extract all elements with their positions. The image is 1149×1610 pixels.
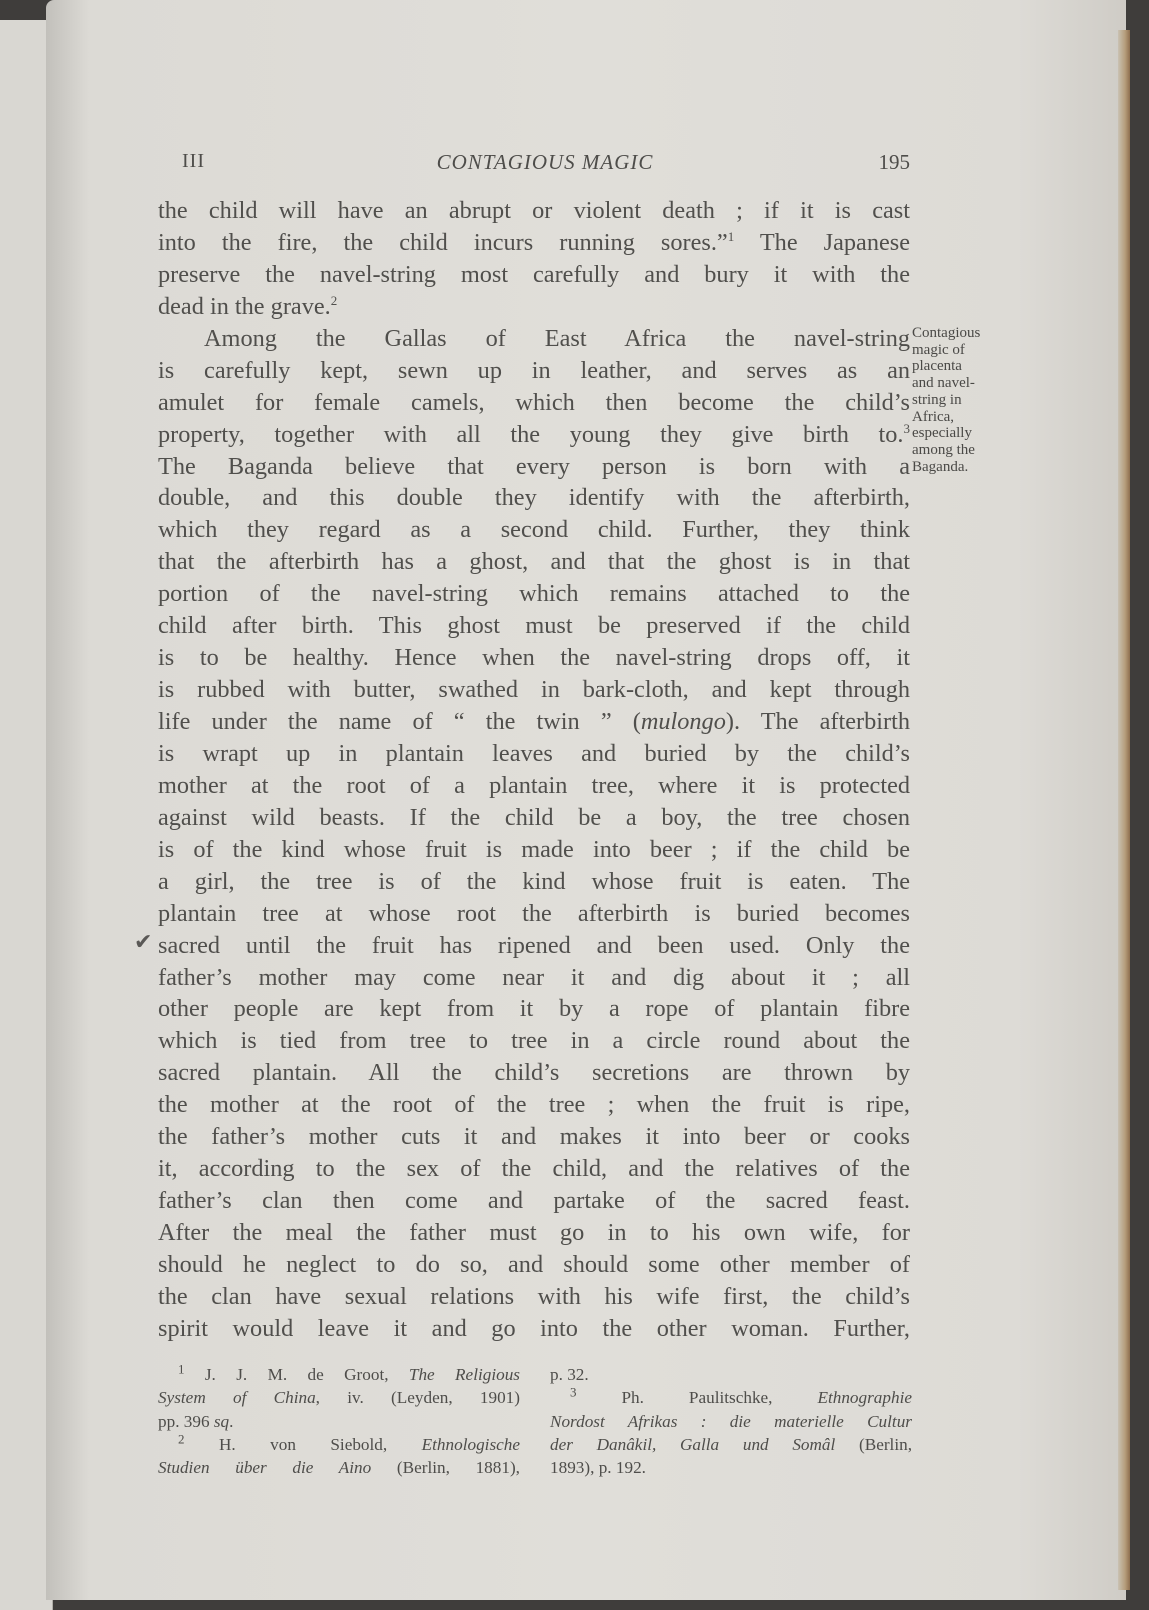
text-line: spirit would leave it and go into the other woman. Further,	[158, 1314, 910, 1342]
text-line: father’s clan then come and partake of the sacred feast.	[158, 1187, 910, 1215]
text-line: mother at the root of a plantain tree, where it is protected	[158, 771, 910, 799]
text-line: preserve the navel-string most carefully and bury it with the	[158, 260, 910, 288]
footnote-column-right	[550, 1363, 912, 1479]
running-title: CONTAGIOUS MAGIC	[436, 150, 654, 174]
text-line: is to be healthy. Hence when the navel-string drops off, it	[158, 644, 910, 672]
text-line: sacred until the fruit has ripened and been used. Only the	[158, 931, 910, 959]
text-line: it, according to the sex of the child, and the relatives of the	[158, 1155, 910, 1183]
footnote-1-line: System of China, iv. (Leyden, 1901)	[158, 1388, 520, 1408]
marginal-line: magic of	[912, 341, 965, 358]
text-line: that the afterbirth has a ghost, and that the ghost is in that	[158, 548, 910, 576]
text-line: which they regard as a second child. Further, they think	[158, 516, 910, 544]
footnote-1: $^1$ J. J. M. de Groot, The Religious	[178, 1361, 520, 1384]
marginal-note	[912, 325, 1022, 475]
page-number: 195	[878, 150, 910, 174]
text-line: dead in the grave.$^2$	[158, 292, 338, 320]
marginal-line: Africa,	[912, 408, 955, 425]
marginal-line: placenta	[912, 358, 962, 375]
marginal-line: Baganda.	[912, 458, 969, 475]
footnote-2: $^2$ H. von Siebold, Ethnologische	[178, 1431, 520, 1454]
text-line: sacred plantain. All the child’s secretions are thrown by	[158, 1059, 910, 1087]
text-line: other people are kept from it by a rope of plantain fibre	[158, 995, 910, 1023]
text-line: should he neglect to do so, and should some other member of	[158, 1250, 910, 1278]
italic-term: mulongo	[640, 708, 726, 735]
text-line: portion of the navel-string which remains attached to the	[158, 580, 910, 608]
text-line: the clan have sexual relations with his wife first, the child’s	[158, 1282, 910, 1310]
footnote-3: $^3$ Ph. Paulitschke, Ethnographie	[570, 1384, 912, 1408]
text-line: the father’s mother cuts it and makes it into beer or cooks	[158, 1123, 910, 1151]
footnotes	[158, 1363, 918, 1483]
text-line: is rubbed with butter, swathed in bark-cloth, and kept through	[158, 676, 910, 704]
text-line: property, together with all the young they give birth to.$^3$	[158, 420, 910, 448]
text-line: into the fire, the child incurs running sores.”$^1$ The Japanese	[158, 228, 910, 256]
text-line: Among the Gallas of East Africa the navel-string	[204, 324, 910, 352]
marginal-line: Contagious	[912, 325, 981, 341]
marginal-line: and navel-	[912, 375, 975, 392]
running-head	[180, 150, 910, 180]
footnote-2-line: Studien über die Aino (Berlin, 1881),	[158, 1458, 520, 1478]
text-line: is wrapt up in plantain leaves and buried by the child’s	[158, 739, 910, 767]
text-line: is of the kind whose fruit is made into beer ; if the child be	[158, 835, 910, 863]
footnote-ref: 3	[903, 420, 910, 436]
body-text	[158, 195, 910, 1345]
text-line: which is tied from tree to tree in a circle round about the	[158, 1027, 910, 1055]
text-line: child after birth. This ghost must be preserved if the child	[158, 612, 910, 640]
marginal-line: especially	[912, 425, 972, 442]
text-line: is carefully kept, sewn up in leather, and serves as an	[158, 356, 910, 384]
text-line: against wild beasts. If the child be a boy, the tree chosen	[158, 803, 910, 831]
page-fore-edge	[1118, 30, 1130, 1590]
marginal-line: among the	[912, 441, 975, 458]
text-line: The Baganda believe that every person is born with a	[158, 452, 910, 480]
chapter-number: III	[182, 150, 205, 172]
footnote-3-line: Nordost Afrikas : die materielle Cultur	[550, 1411, 912, 1431]
text-line: life under the name of “ the twin ” (mulongo). The afterbirth	[158, 708, 910, 735]
footnote-column-left	[158, 1363, 520, 1479]
footnote-3-line: 1893), p. 192.	[550, 1458, 646, 1478]
footnote-ref: 2	[330, 292, 338, 308]
text-line: After the meal the father must go in to his own wife, for	[158, 1219, 910, 1246]
footnote-3-line: der Danâkil, Galla und Somâl (Berlin,	[550, 1434, 912, 1454]
footnote-ref: 1	[727, 228, 735, 244]
text-line: amulet for female camels, which then become the child’s	[158, 388, 910, 416]
footnote-1-line: pp. 396 sq.	[158, 1411, 234, 1431]
text-line: father’s mother may come near it and dig about it ; all	[158, 963, 910, 991]
text-line: a girl, the tree is of the kind whose fruit is eaten. The	[158, 867, 910, 895]
text-line: the child will have an abrupt or violent death ; if it is cast	[158, 197, 910, 224]
text-line: double, and this double they identify with the afterbirth,	[158, 484, 910, 512]
pencil-check-icon: ✔	[134, 930, 153, 955]
marginal-line: string in	[912, 391, 962, 408]
text-line: plantain tree at whose root the afterbirth is buried becomes	[158, 899, 910, 927]
footnote-1-continuation: p. 32.	[550, 1365, 589, 1384]
text-line: the mother at the root of the tree ; when the fruit is ripe,	[158, 1091, 910, 1119]
